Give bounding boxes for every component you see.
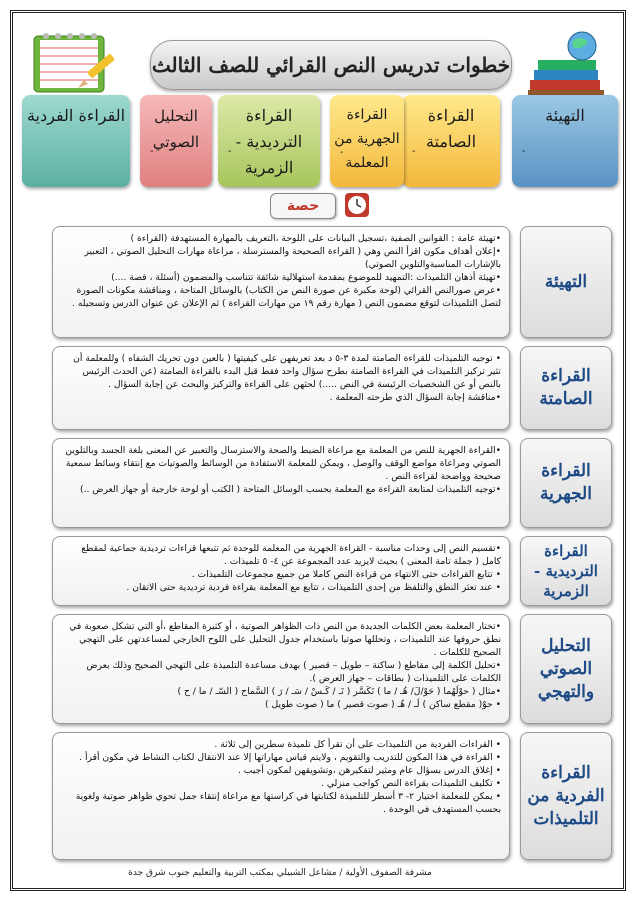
section-label: القراءة الفردية من التلميذات [520, 732, 612, 860]
section-line: • إغلاق الدرس بسؤال عام ومثير لتفكيرهن ،وتشويقهن لمكون أجيب . [237, 765, 501, 776]
section-preparation [52, 226, 612, 338]
section-line: • القراءة في هذا المكون للتدريب والتقويم ، ولايتم قياس مهاراتها إلا عند الانتقال لكتاب النشاط في مكون أقرأ . [79, 752, 501, 763]
section-line: •إعلان أهداف مكون اقرأ النص وهي ( القراءة الصحيحة والمسترسلة ، مراعاة مهارات التحليل الصوتي ، التعبير بالإشارات المناسبةوالتلوين الصوتي) [84, 246, 501, 270]
step-individual-reading [22, 95, 130, 187]
step-label: التحليل الصوتي [152, 107, 200, 151]
section-content [52, 732, 510, 860]
section-silent-reading [52, 346, 612, 430]
footer-credit: مشرفة الصفوف الأولية / مشاعل الشبيلي بمكتب التربية والتعليم جنوب شرق جدة [128, 868, 432, 878]
lesson-period-badge: حصة [270, 193, 336, 219]
section-content [52, 226, 510, 338]
step-number: - [340, 147, 344, 158]
section-line: •عرض صورالنص القرائي (لوحة مكبرة عن صورة النص من الكتاب) بالوسائل المتاحة ، ومناقشة مكونات الصورة لتصل التلميذات لتوقع مضمون النص ( مهارة رقم ١٩ من مهارات القراءة ) ثم الإعلان عن عنوان الدرس وتسجيله . [72, 285, 501, 309]
section-line: • يمكن للمعلمة اختيار ٢- ٣ أسطر للتلميذة لكتابتها في كراستها مع مراعاة إنتقاء جمل تحوي ظواهر صوتية ولغوية بحسب المستهدف في الوحدة . [75, 791, 501, 815]
step-label: التهيئة [545, 106, 585, 125]
step-teacher-reading [330, 95, 404, 187]
section-line: •توجيه التلميذات لمتابعة القراءة مع المعلمة بحسب الوسائل المتاحة ( الكتب أو لوحة خارجية أو جهاز العرض ..) [80, 484, 501, 495]
page-title: خطوات تدريس النص القرائي للصف الثالث [150, 40, 512, 90]
section-line: • حوْ( مقطع ساكن ) لَـ / هُـ ( صوت قصير ) ما ( صوت طويل ) [265, 699, 501, 710]
section-content [52, 346, 510, 430]
section-individual-reading [52, 732, 612, 860]
section-line: •تختار المعلمة بعض الكلمات الجديدة من النص ذات الظواهر الصوتية ، أو كثيرة المقاطع ،أو التي تشكل صعوبة في نطق حروفها عند التلميذات ، وتحللها صوتيا باستخدام جدول التحليل على اللوح الخارجي لمساعدتهن على التهجي الصحيح للكلمات . [69, 621, 501, 658]
step-number: - [522, 146, 526, 157]
step-label: القراءة الفردية [26, 106, 126, 125]
section-label: التهيئة [520, 226, 612, 338]
section-line: •تقسيم النص إلى وحدات مناسبة - القراءة الجهرية من المعلمة للوحدة ثم تتبعها قراءات ترديدية جماعية لمقطع كامل ( جملة تامة المعنى ) بحيث لايزيد عدد المجموعة عن ٤- ٥ تلميذات . [81, 543, 501, 567]
section-loud-reading [52, 438, 612, 528]
section-phonetic-analysis [52, 614, 612, 724]
section-label: القراءة الترديدية - الزمرية [520, 536, 612, 606]
step-preparation [512, 95, 618, 187]
step-number: - [412, 146, 416, 157]
section-line: •القراءة الجهرية للنص من المعلمة مع مراعاة الضبط والصحة والاسترسال والتعبير عن المعنى بلغة الجسد وبالتلوين الصوتي ومراعاة مواضع الوقف والوصل ، ويمكن للمعلمة الاستفادة من الوسائط والصوتيات مع إنتقاء وسائط سمعية صحيحة وواضحة لقراءة النص . [65, 445, 501, 482]
section-label: القراءة الجهرية [520, 438, 612, 528]
section-line: • توجيه التلميذات للقراءة الصامتة لمدة ٣-٥ د بعد تعريفهن على كيفيتها ( بالعين دون تحريك الشفاه ) وللمعلمة أن تثير تركيز التلميذات في القراءة الصامتة بطرح سؤال واحد فقط قبل البدء بالقراءة الصامتة (عن الحدث الرئيس بالنص أو عن الشخصيات الرئيسة في النص .....) لحثهن على القراءة والتركيز والبحث عن إجابة السؤال . [73, 353, 501, 390]
clock-icon [344, 192, 370, 218]
section-repetitive-reading [52, 536, 612, 606]
step-repetitive-reading [218, 95, 320, 187]
section-line: •مناقشة إجابة السؤال الذي طرحته المعلمة . [329, 392, 501, 403]
step-number: - [150, 146, 154, 157]
step-label: القراءة الترديدية - الزمرية [235, 106, 303, 177]
section-label: القراءة الصامتة [520, 346, 612, 430]
section-content [52, 438, 510, 528]
section-line: •تحليل الكلمة إلى مقاطع ( ساكنة – طويل – قصير ) بهدف مساعدة التلميذة على التهجي الصحيح وذلك بعرض الكلمات على التلميذات ( بطاقات – جهاز العرض ). [86, 660, 501, 684]
section-line: • عند تعثر النطق والتلفظ من إحدى التلميذات ، تتابع مع المعلمة بقراءة فردية ترديدية حتى الاتقان . [126, 582, 501, 593]
section-line: • تتابع القراءات حتى الانتهاء من قراءة النص كاملا من جميع مجموعات التلميذات . [191, 569, 501, 580]
step-label: القراءة الجهرية من المعلمة [334, 107, 400, 171]
step-number: - [228, 146, 232, 157]
section-line: • تكليف التلميذات بقراءة النص كواجب منزلي . [321, 778, 501, 789]
section-content [52, 536, 510, 606]
section-line: • القراءات الفردية من التلميذات على أن تقرأ كل تلميذة سطرين إلى ثلاثة . [214, 739, 501, 750]
step-label: القراءة الصامتة [425, 106, 477, 151]
section-content [52, 614, 510, 724]
steps-row [22, 95, 618, 193]
step-silent-reading [402, 95, 500, 187]
section-line: •تهيئة عامة : القوانين الصفية ،تسجيل البيانات على اللوحة ،التعريف بالمهارة المستهدفة (القراءة ) [130, 233, 501, 244]
section-line: •تهيئة أذهان التلميذات :التمهيد للموضوع بمقدمة استهلالية شائقة تتناسب والمضمون (أسئلة ، قصة ....) [111, 272, 501, 283]
section-label: التحليل الصوتي والتهجي [520, 614, 612, 724]
section-line: •مثال ( حوْلَهُما ( حَوْ/لَ/ هُـ / ما ) تَكَسَّر ( تَـ / كَـسْ / سَـ / رَ ) السَّماح ( السّـ / ما / ح ) [177, 686, 501, 697]
step-phonetic-analysis [140, 95, 212, 187]
